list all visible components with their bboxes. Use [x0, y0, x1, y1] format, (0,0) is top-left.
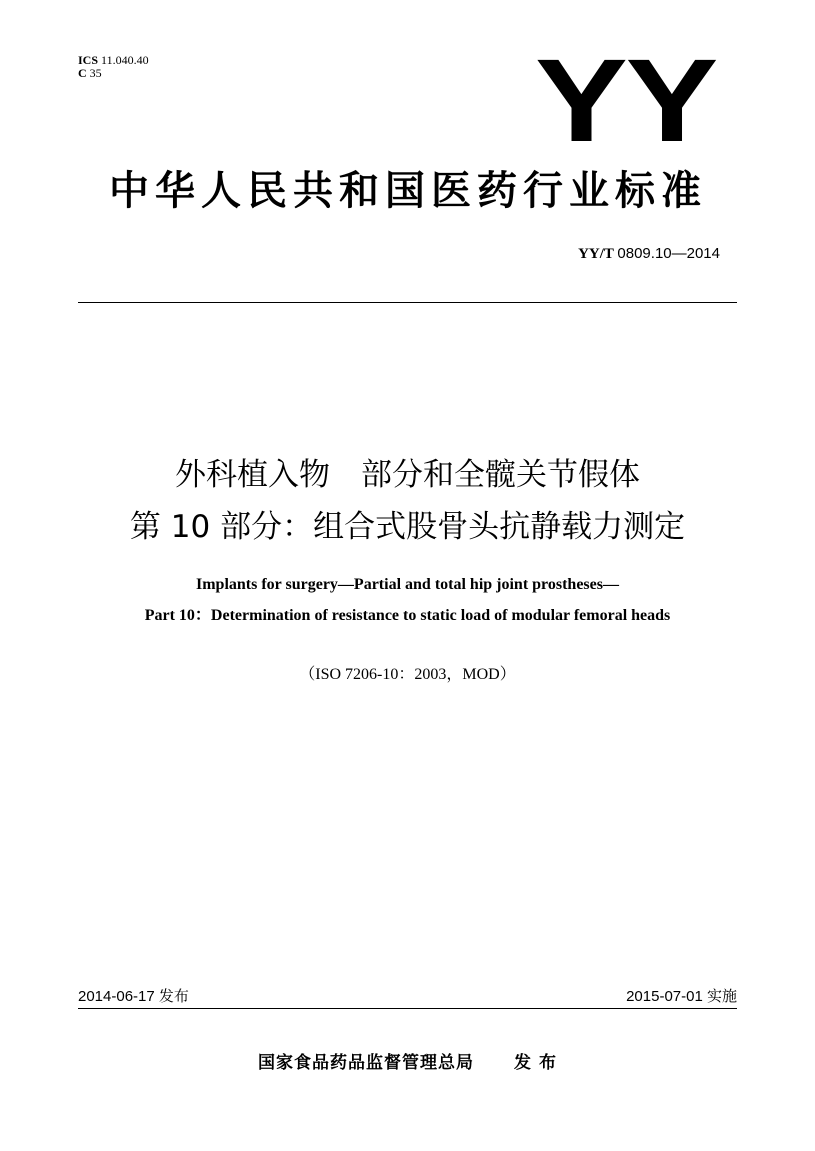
yy-logo: YY: [535, 35, 717, 167]
effective-date: 2015-07-01 实施: [626, 988, 737, 1005]
title-en-line2: Part 10：Determination of resistance to static load of modular femoral heads: [144, 607, 671, 624]
issue-word: 发 布: [514, 1053, 557, 1073]
standard-code-prefix: YY/T: [578, 246, 614, 262]
ccs-label: C: [78, 66, 87, 80]
classification-codes: [78, 54, 149, 80]
standard-code-number: 0809.10—2014: [617, 245, 720, 262]
publish-date: 2014-06-17 发布: [78, 988, 189, 1005]
issuer-name: 国家食品药品监督管理总局: [258, 1053, 475, 1073]
issuer-line: [0, 1048, 815, 1073]
ics-label: ICS: [78, 53, 99, 67]
title-en-line1: Implants for surgery—Partial and total hip joint prostheses—: [196, 576, 619, 593]
iso-reference: （ISO 7206-10：2003，MOD）: [299, 666, 516, 683]
standard-organization: 中华人民共和国医药行业标准: [109, 168, 707, 214]
bottom-divider: [78, 1008, 737, 1009]
title-zh-line2: 第 10 部分：组合式股骨头抗静载力测定: [129, 509, 686, 545]
ics-value: 11.040.40: [101, 53, 149, 67]
ccs-value: 35: [89, 66, 102, 80]
standard-code: [578, 245, 720, 263]
top-divider: [78, 302, 737, 303]
title-zh-line1: 外科植入物 部分和全髋关节假体: [175, 457, 640, 493]
